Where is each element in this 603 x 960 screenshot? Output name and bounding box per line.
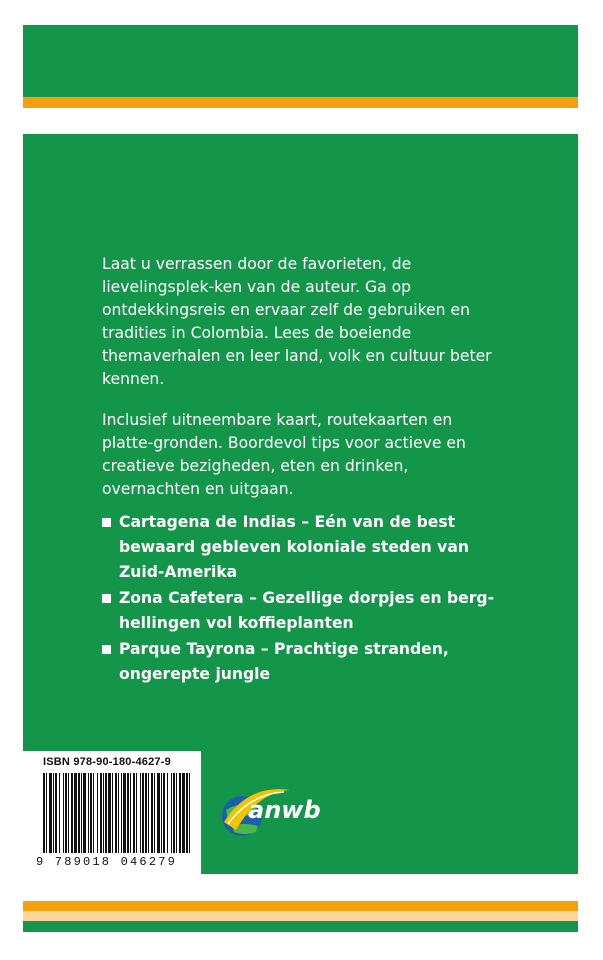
- intro-text: Laat u verrassen door de favorieten, de lievelingsplek-ken van de auteur. Ga op ontdekkingsreis en ervaar zelf de gebruiken en tradities in Colombia. Lees de boeiende themaverhalen en leer land, volk en cultuur beter kennen.: [102, 255, 492, 388]
- barcode-box: [23, 751, 201, 874]
- highlight-text: Zona Cafetera – Gezellige dorpjes en berg-hellingen vol koffieplanten: [119, 589, 495, 632]
- bottom-green-stripe: [23, 921, 578, 932]
- logo-text: anwb: [248, 796, 321, 824]
- bullet-square-icon: [102, 518, 111, 527]
- bottom-cream-stripe: [23, 911, 578, 921]
- isbn-label: ISBN 978-90-180-4627-9: [43, 756, 171, 768]
- bottom-orange-stripe: [23, 901, 578, 911]
- barcode-icon: [43, 773, 193, 855]
- bullet-square-icon: [102, 645, 111, 654]
- top-orange-stripe: [23, 97, 578, 108]
- top-green-band: [23, 25, 578, 97]
- bullet-square-icon: [102, 594, 111, 603]
- highlights-list: [102, 510, 512, 688]
- highlight-text: Cartagena de Indias – Eén van de best bewaard gebleven koloniale steden van Zuid-Amerika: [119, 513, 469, 581]
- list-item: [102, 586, 512, 636]
- anwb-globe-logo-icon: [218, 776, 330, 840]
- ean-digits: 9 789018 046279: [36, 855, 178, 869]
- list-item: [102, 637, 512, 687]
- highlight-text: Parque Tayrona – Prachtige stranden, ongerepte jungle: [119, 640, 449, 683]
- list-item: [102, 510, 512, 585]
- intro-paragraph: [102, 253, 507, 391]
- includes-paragraph: [102, 409, 507, 501]
- includes-text: Inclusief uitneembare kaart, routekaarten en platte-gronden. Boordevol tips voor actieve en creatieve bezigheden, eten en drinken, overnachten en uitgaan.: [102, 411, 466, 498]
